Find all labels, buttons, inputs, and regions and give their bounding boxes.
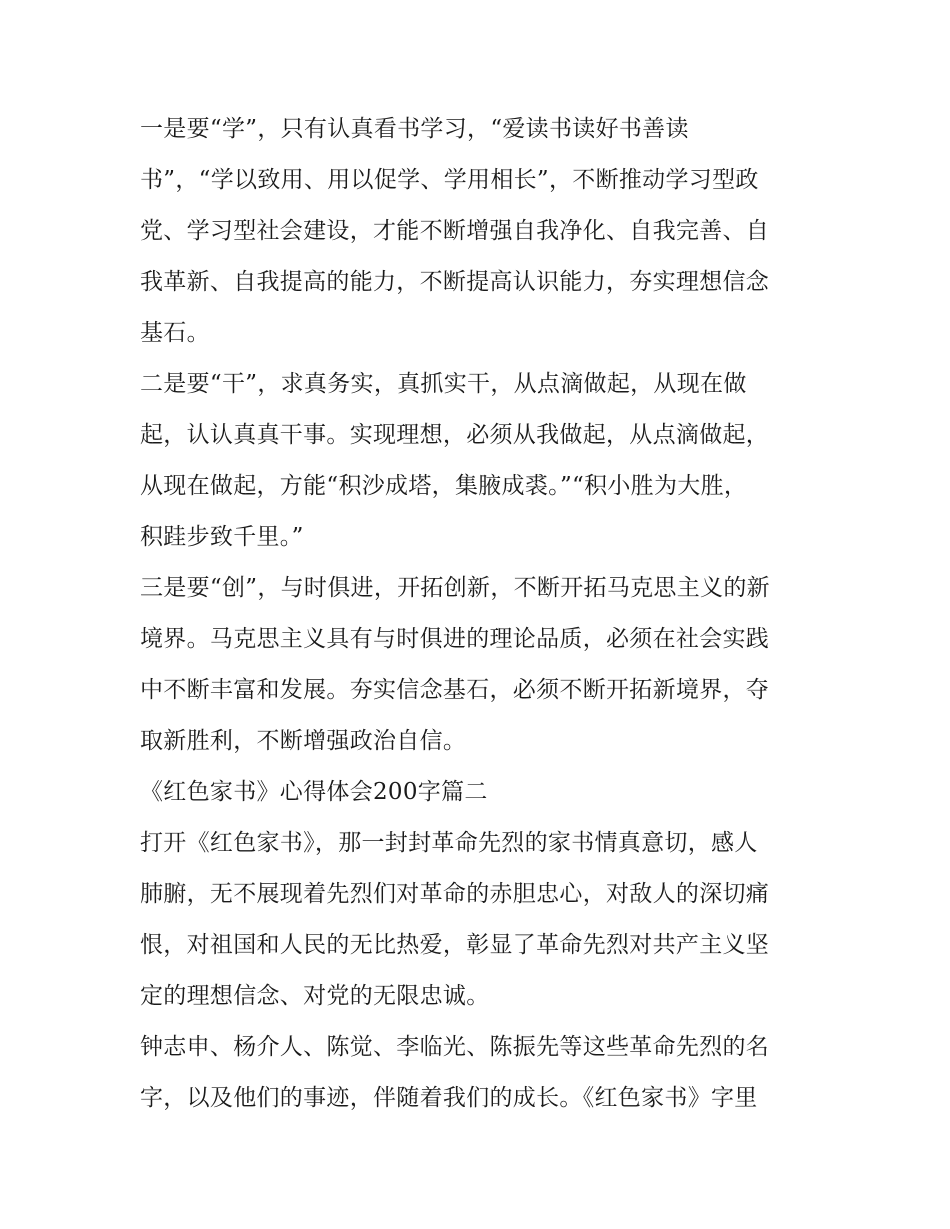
text-line: 党、学习型社会建设，才能不断增强自我净化、自我完善、自 [140,218,770,244]
text-line: 境界。马克思主义具有与时俱进的理论品质，必须在社会实践 [140,626,770,652]
text-line: 钟志申、杨介人、陈觉、李临光、陈振先等这些革命先烈的名 [140,1034,770,1060]
text-line: 中不断丰富和发展。夯实信念基石，必须不断开拓新境界，夺 [140,677,770,703]
text-line: 从现在做起，方能“积沙成塔，集腋成裘。”“积小胜为大胜， [140,473,748,499]
text-line: 取新胜利，不断增强政治自信。 [140,728,467,754]
text-line: 三是要“创”，与时俱进，开拓创新，不断开拓马克思主义的新 [140,575,770,601]
section-heading: 《红色家书》心得体会200字篇二 [140,779,488,805]
text-line: 起，认认真真干事。实现理想，必须从我做起，从点滴做起， [140,422,770,448]
text-line: 打开《红色家书》，那一封封革命先烈的家书情真意切，感人 [140,830,758,856]
text-line: 书”，“学以致用、用以促学、学用相长”，不断推动学习型政 [140,167,759,193]
document-body [140,104,830,1124]
text-line: 我革新、自我提高的能力，不断提高认识能力，夯实理想信念 [140,269,770,295]
text-line: 定的理想信念、对党的无限忠诚。 [140,983,490,1009]
text-line: 积跬步致千里。” [140,524,304,550]
text-line: 恨，对祖国和人民的无比热爱，彰显了革命先烈对共产主义坚 [140,932,770,958]
text-line: 字，以及他们的事迹，伴随着我们的成长。《红色家书》字里 [140,1085,758,1111]
text-line: 肺腑，无不展现着先烈们对革命的赤胆忠心，对敌人的深切痛 [140,881,770,907]
text-line: 一是要“学”，只有认真看书学习，“爱读书读好书善读 [140,116,689,142]
text-line: 二是要“干”，求真务实，真抓实干，从点滴做起，从现在做 [140,371,747,397]
text-line: 基石。 [140,320,210,346]
